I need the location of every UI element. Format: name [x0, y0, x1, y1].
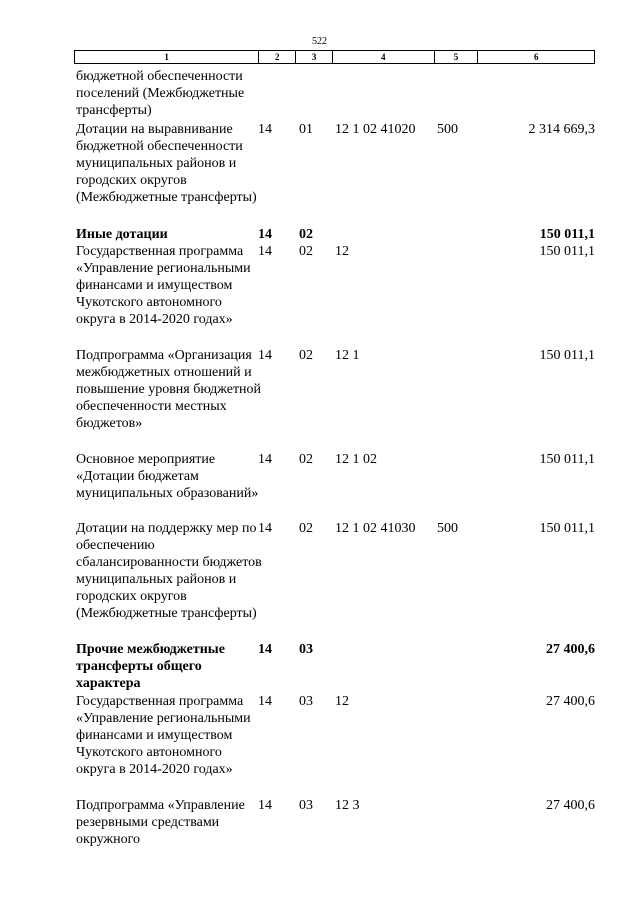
row-subsection: 02 [299, 521, 313, 536]
row-subsection: 03 [299, 798, 313, 813]
row-name: бюджетной обеспеченности поселений (Межбюджетные трансферты) [76, 69, 245, 118]
row-target-article: 12 1 02 41030 [335, 521, 416, 536]
row-name: Государственная программа «Управление региональными финансами и имуществом Чукотского автономного округа в 2014-2020 годах» [76, 244, 251, 327]
row-amount: 150 011,1 [539, 244, 595, 259]
row-name: Прочие межбюджетные трансферты общего характера [76, 642, 225, 691]
row-expense-type: 500 [437, 122, 458, 137]
row-subsection: 03 [299, 694, 313, 709]
row-subsection: 01 [299, 122, 313, 137]
row-name: Подпрограмма «Управление резервными средствами окружного [76, 798, 245, 847]
row-section: 14 [258, 348, 272, 363]
column-header-6: 6 [533, 52, 539, 62]
row-name: Дотации на поддержку мер по обеспечению сбалансированности бюджетов муниципальных районов и городских округов (Межбюджетные трансферты) [76, 521, 262, 621]
row-expense-type: 500 [437, 521, 458, 536]
column-header-3: 3 [296, 51, 333, 63]
row-section: 14 [258, 521, 272, 536]
row-target-article: 12 [335, 694, 349, 709]
row-target-article: 12 3 [335, 798, 360, 813]
row-subsection: 03 [299, 642, 313, 657]
row-subsection: 02 [299, 452, 313, 467]
column-header-2: 2 [259, 51, 296, 63]
row-target-article: 12 1 02 [335, 452, 377, 467]
column-header-1: 1 [75, 51, 259, 63]
column-header-4: 4 [333, 51, 435, 63]
column-header-5: 5 [435, 51, 479, 63]
row-section: 14 [258, 798, 272, 813]
row-name: Подпрограмма «Организация межбюджетных отношений и повышение уровня бюджетной обеспеченности местных бюджетов» [76, 348, 262, 431]
row-subsection: 02 [299, 227, 313, 242]
row-section: 14 [258, 642, 272, 657]
row-subsection: 02 [299, 244, 313, 259]
page-number: 522 [312, 36, 327, 47]
row-section: 14 [258, 694, 272, 709]
row-amount: 27 400,6 [546, 694, 595, 709]
row-amount: 27 400,6 [546, 798, 595, 813]
row-section: 14 [258, 122, 272, 137]
row-subsection: 02 [299, 348, 313, 363]
row-name: Государственная программа «Управление региональными финансами и имуществом Чукотского автономного округа в 2014-2020 годах» [76, 694, 251, 777]
row-target-article: 12 [335, 244, 349, 259]
row-amount: 150 011,1 [539, 348, 595, 363]
row-amount: 2 314 669,3 [528, 122, 595, 137]
row-amount: 150 011,1 [539, 227, 595, 242]
row-name: Иные дотации [76, 227, 168, 242]
row-amount: 27 400,6 [546, 642, 595, 657]
row-section: 14 [258, 227, 272, 242]
table-header [74, 50, 595, 64]
row-target-article: 12 1 [335, 348, 360, 363]
row-amount: 150 011,1 [539, 521, 595, 536]
row-section: 14 [258, 452, 272, 467]
row-name: Основное мероприятие «Дотации бюджетам муниципальных образований» [76, 452, 259, 501]
row-section: 14 [258, 244, 272, 259]
row-target-article: 12 1 02 41020 [335, 122, 416, 137]
row-name: Дотации на выравнивание бюджетной обеспеченности муниципальных районов и городских округов (Межбюджетные трансферты) [76, 122, 257, 205]
row-amount: 150 011,1 [539, 452, 595, 467]
